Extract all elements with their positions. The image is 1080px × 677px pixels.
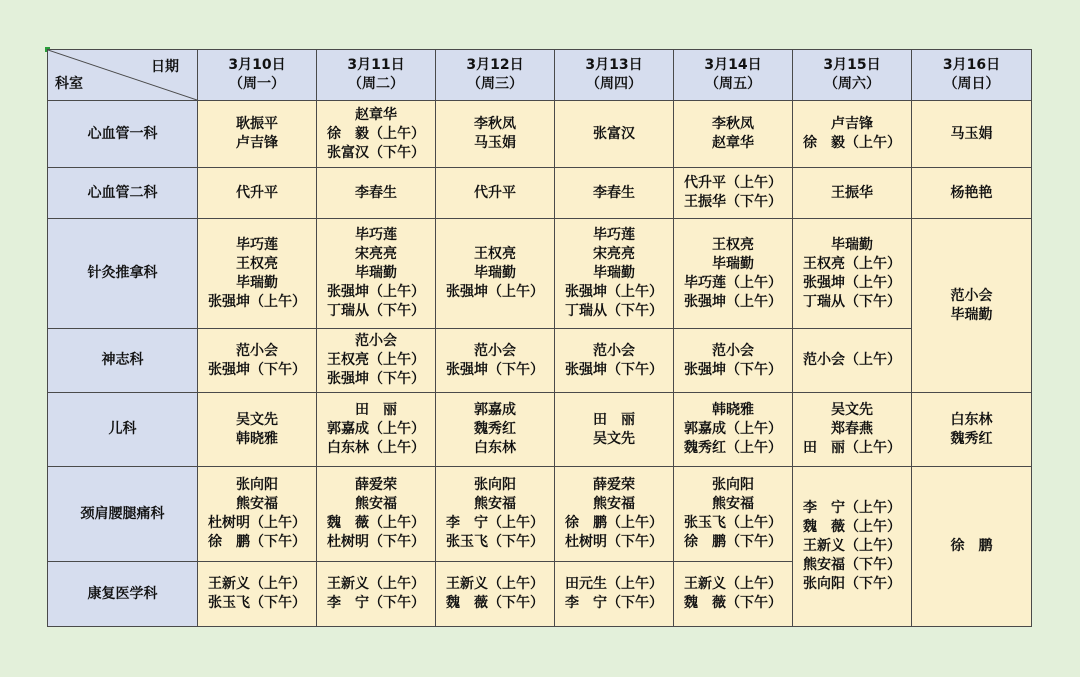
date-text: 3月16日 [942, 57, 1001, 73]
duty-cell [436, 467, 555, 562]
weekday-text: （周四） [586, 76, 642, 92]
date-text: 3月11日 [347, 57, 405, 73]
duty-name: 魏秀红 [474, 421, 516, 437]
duty-cell-merged [912, 219, 1032, 393]
duty-name: 范小会 [593, 342, 635, 359]
date-text: 3月14日 [704, 57, 762, 73]
dept-name-cell: 心血管二科 [48, 168, 198, 219]
duty-name: 张向阳 [474, 477, 516, 493]
duty-name: 徐 毅（上午） [327, 125, 425, 142]
duty-name: 田 丽（上午） [803, 440, 901, 456]
duty-name: 薛爱荣 [355, 477, 397, 493]
duty-cell [198, 219, 317, 329]
duty-name: 李 宁（上午） [803, 500, 901, 516]
duty-name: 李春生 [593, 184, 635, 201]
duty-name: 吴文先 [236, 411, 278, 428]
duty-name: 耿振平 [236, 116, 278, 132]
duty-name: 王权亮 [236, 255, 278, 272]
duty-cell [793, 168, 912, 219]
duty-name: 宋亮亮 [593, 246, 635, 262]
duty-cell [555, 562, 674, 627]
dept-name-cell: 心血管一科 [48, 101, 198, 168]
duty-cell [198, 168, 317, 219]
duty-name: 毕瑞勤 [474, 265, 516, 281]
duty-name: 徐 鹏（下午） [684, 534, 782, 550]
duty-cell [674, 101, 793, 168]
duty-cell-merged [912, 467, 1032, 627]
duty-cell [198, 101, 317, 168]
date-header-6 [912, 50, 1032, 101]
duty-name: 张向阳 [712, 477, 754, 493]
date-text: 3月13日 [585, 57, 643, 73]
duty-name: 田元生（上午） [565, 576, 663, 592]
duty-name: 张强坤（下午） [327, 371, 425, 387]
duty-name: 熊安福 [712, 496, 754, 512]
duty-name: 魏秀红（上午） [684, 440, 782, 456]
duty-name: 白东林 [474, 440, 516, 456]
duty-cell [555, 219, 674, 329]
date-header-2 [436, 50, 555, 101]
date-header-4 [674, 50, 793, 101]
duty-name: 魏 薇（上午） [803, 519, 901, 535]
dept-name-cell: 神志科 [48, 329, 198, 393]
duty-name: 毕瑞勤 [712, 255, 754, 272]
corner-dept-label: 科室 [55, 76, 83, 92]
duty-cell [555, 467, 674, 562]
duty-name: 熊安福 [593, 496, 635, 512]
duty-name: 毕巧莲 [355, 227, 397, 243]
duty-name: 李 宁（上午） [446, 515, 544, 531]
duty-name: 张玉飞（上午） [684, 515, 782, 531]
duty-cell [912, 393, 1032, 467]
date-text: 3月10日 [228, 57, 286, 73]
dept-row [48, 467, 1032, 562]
duty-name: 王新义（上午） [446, 576, 544, 592]
duty-name: 卢吉锋 [831, 116, 873, 132]
duty-cell [317, 393, 436, 467]
weekday-text: （周一） [229, 76, 285, 92]
duty-cell [436, 329, 555, 393]
duty-name: 毕瑞勤 [831, 236, 873, 253]
corner-header-cell [48, 50, 198, 101]
duty-cell [793, 393, 912, 467]
duty-cell [317, 467, 436, 562]
date-header-0 [198, 50, 317, 101]
duty-name: 魏 薇（上午） [327, 515, 425, 531]
duty-name: 熊安福 [236, 496, 278, 512]
duty-name: 王新义（上午） [327, 576, 425, 592]
duty-name: 王振华（下午） [684, 194, 782, 210]
duty-name: 代升平 [474, 184, 516, 201]
duty-cell [555, 329, 674, 393]
dept-row [48, 168, 1032, 219]
duty-name: 李 宁（下午） [327, 595, 425, 611]
duty-cell [674, 168, 793, 219]
duty-name: 王新义（上午） [208, 576, 306, 592]
duty-name: 杜树明（下午） [565, 534, 663, 550]
duty-name: 张强坤（下午） [446, 361, 544, 378]
duty-name: 范小会 [236, 342, 278, 359]
duty-name: 徐 鹏 [950, 538, 993, 554]
duty-name: 熊安福 [355, 496, 397, 512]
duty-cell [912, 168, 1032, 219]
duty-name: 范小会 [712, 342, 754, 359]
duty-name: 毕巧莲（上午） [684, 274, 782, 291]
dept-row [48, 101, 1032, 168]
duty-cell [674, 393, 793, 467]
duty-name: 毕瑞勤 [593, 265, 635, 281]
duty-cell [674, 329, 793, 393]
duty-name: 范小会 [474, 342, 516, 359]
duty-name: 吴文先 [593, 430, 635, 447]
duty-name: 韩晓雅 [236, 430, 278, 447]
duty-name: 薛爱荣 [593, 477, 635, 493]
duty-name: 王新义（上午） [684, 576, 782, 592]
duty-cell [793, 329, 912, 393]
duty-name: 代升平 [236, 184, 278, 201]
duty-name: 白东林（上午） [327, 440, 425, 456]
duty-name: 赵章华 [355, 106, 397, 123]
duty-name: 王权亮（上午） [803, 255, 901, 272]
duty-cell-merged [793, 467, 912, 627]
duty-name: 张强坤（上午） [803, 274, 901, 291]
duty-name: 毕巧莲 [236, 236, 278, 253]
duty-name: 毕巧莲 [593, 227, 635, 243]
duty-name: 熊安福（下午） [803, 557, 901, 573]
duty-name: 田 丽 [593, 411, 635, 428]
duty-name: 徐 毅（上午） [803, 135, 901, 151]
duty-name: 范小会 [355, 333, 397, 349]
duty-name: 魏秀红 [950, 430, 993, 447]
duty-name: 丁瑞从（下午） [803, 293, 901, 310]
duty-cell [436, 168, 555, 219]
duty-cell [555, 393, 674, 467]
duty-name: 毕瑞勤 [355, 265, 397, 281]
duty-name: 杜树明（上午） [208, 515, 306, 531]
date-text: 3月12日 [466, 57, 524, 73]
duty-cell [436, 219, 555, 329]
duty-name: 郑春燕 [831, 421, 873, 437]
duty-cell [436, 393, 555, 467]
dept-row [48, 393, 1032, 467]
duty-name: 马玉娟 [474, 135, 516, 151]
duty-name: 张强坤（下午） [565, 361, 663, 378]
duty-name: 张强坤（上午） [208, 293, 306, 310]
duty-name: 卢吉锋 [236, 135, 278, 151]
duty-cell [317, 329, 436, 393]
duty-name: 吴文先 [831, 402, 873, 418]
duty-cell [198, 467, 317, 562]
corner-date-label: 日期 [151, 59, 179, 75]
duty-cell [317, 168, 436, 219]
duty-schedule-table [47, 49, 1032, 627]
duty-name: 丁瑞从（下午） [327, 303, 425, 319]
duty-name: 丁瑞从（下午） [565, 303, 663, 319]
duty-cell [436, 101, 555, 168]
duty-name: 白东林 [950, 411, 993, 428]
duty-name: 张强坤（上午） [446, 284, 544, 300]
weekday-text: （周二） [348, 76, 404, 92]
duty-cell [198, 329, 317, 393]
duty-name: 杨艳艳 [950, 184, 993, 201]
duty-name: 李秋凤 [474, 116, 516, 132]
weekday-text: （周日） [943, 76, 1000, 92]
duty-name: 王权亮 [474, 246, 516, 262]
duty-name: 范小会 [950, 287, 993, 304]
duty-cell [317, 219, 436, 329]
duty-name: 宋亮亮 [355, 246, 397, 262]
date-text: 3月15日 [823, 57, 881, 73]
duty-cell [793, 101, 912, 168]
date-header-3 [555, 50, 674, 101]
duty-name: 张强坤（上午） [565, 284, 663, 300]
dept-name-cell: 颈肩腰腿痛科 [48, 467, 198, 562]
weekday-text: （周六） [824, 76, 880, 92]
duty-cell [674, 219, 793, 329]
duty-name: 毕瑞勤 [236, 274, 278, 291]
duty-name: 张玉飞（下午） [446, 534, 544, 550]
date-header-1 [317, 50, 436, 101]
dept-row [48, 329, 1032, 393]
duty-name: 赵章华 [712, 135, 754, 151]
duty-cell [912, 101, 1032, 168]
duty-name: 张玉飞（下午） [208, 595, 306, 611]
duty-name: 李秋凤 [712, 116, 754, 132]
duty-name: 张强坤（下午） [684, 361, 782, 378]
duty-cell [674, 562, 793, 627]
duty-name: 张富汉 [593, 125, 635, 142]
weekday-text: （周五） [705, 76, 761, 92]
duty-cell [555, 101, 674, 168]
duty-name: 韩晓雅 [712, 402, 754, 418]
duty-name: 杜树明（下午） [327, 534, 425, 550]
weekday-text: （周三） [467, 76, 523, 92]
duty-cell [793, 219, 912, 329]
duty-name: 熊安福 [474, 496, 516, 512]
duty-name: 张向阳（下午） [803, 576, 901, 592]
duty-name: 毕瑞勤 [950, 306, 993, 323]
duty-name: 田 丽 [355, 402, 397, 418]
date-header-5 [793, 50, 912, 101]
dept-name-cell: 儿科 [48, 393, 198, 467]
duty-name: 徐 鹏（下午） [208, 534, 306, 550]
duty-name: 李春生 [355, 184, 397, 201]
duty-cell [436, 562, 555, 627]
dept-name-cell: 康复医学科 [48, 562, 198, 627]
duty-name: 郭嘉成（上午） [327, 421, 425, 437]
dept-name-cell: 针灸推拿科 [48, 219, 198, 329]
duty-name: 郭嘉成 [474, 402, 516, 418]
duty-cell [555, 168, 674, 219]
duty-name: 王权亮（上午） [327, 352, 425, 368]
duty-name: 李 宁（下午） [565, 595, 663, 611]
duty-cell [198, 562, 317, 627]
duty-name: 张富汉（下午） [327, 144, 425, 161]
duty-name: 张向阳 [236, 477, 278, 493]
duty-name: 马玉娟 [950, 125, 993, 142]
duty-name: 张强坤（上午） [327, 284, 425, 300]
duty-name: 范小会（上午） [803, 352, 901, 368]
duty-name: 徐 鹏（上午） [565, 515, 663, 531]
duty-name: 王权亮 [712, 236, 754, 253]
duty-name: 张强坤（下午） [208, 361, 306, 378]
duty-cell [317, 562, 436, 627]
duty-name: 王振华 [831, 184, 873, 201]
duty-cell [198, 393, 317, 467]
duty-name: 代升平（上午） [684, 175, 782, 191]
dept-row [48, 219, 1032, 329]
duty-name: 郭嘉成（上午） [684, 421, 782, 437]
duty-cell [317, 101, 436, 168]
duty-cell [674, 467, 793, 562]
header-row [48, 50, 1032, 101]
duty-name: 张强坤（上午） [684, 293, 782, 310]
duty-name: 王新义（上午） [803, 538, 901, 554]
duty-name: 魏 薇（下午） [684, 595, 782, 611]
duty-name: 魏 薇（下午） [446, 595, 544, 611]
